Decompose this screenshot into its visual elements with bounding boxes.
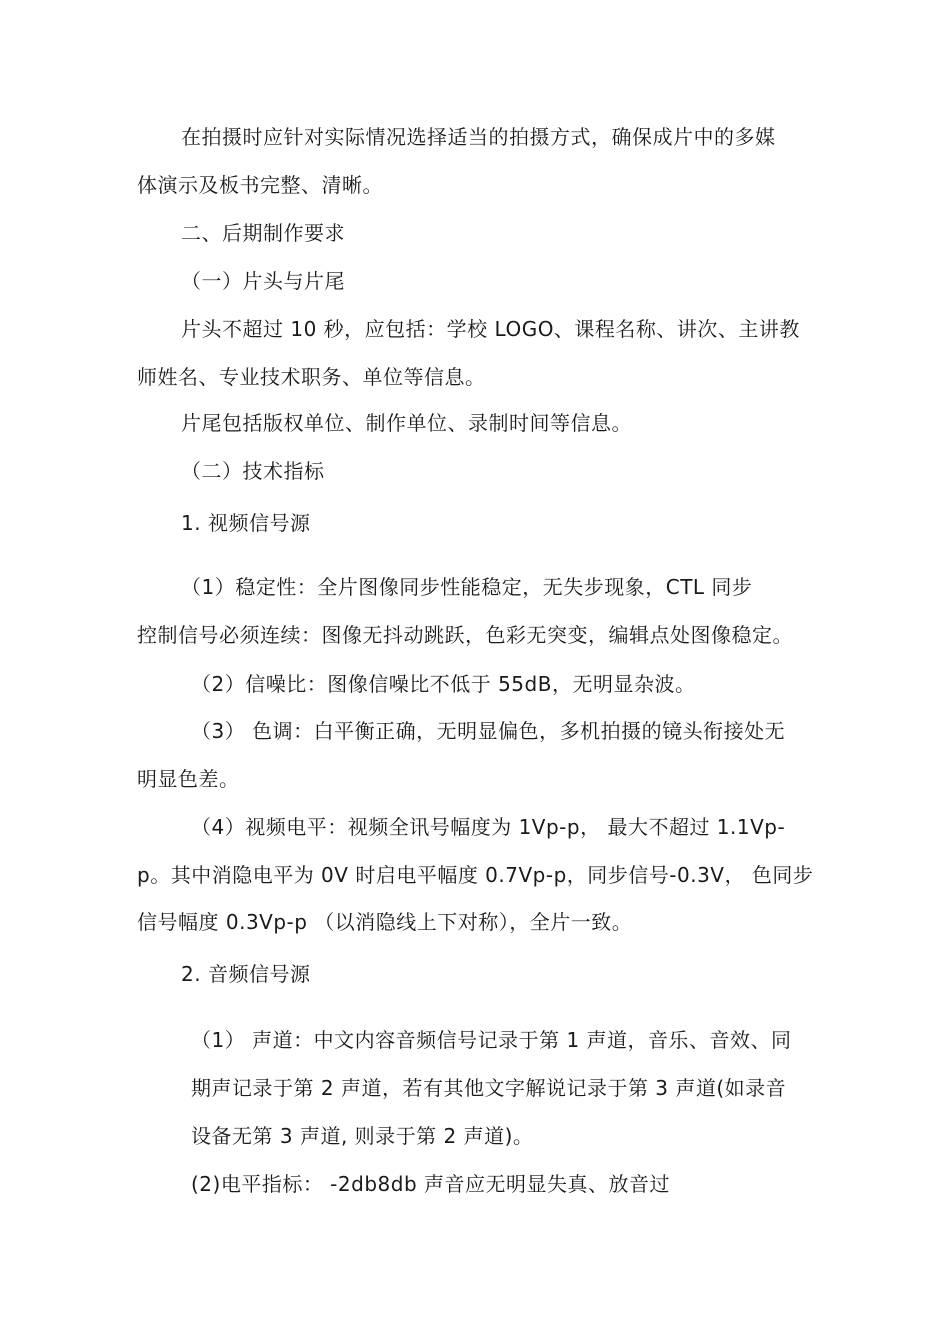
- paragraph-line: 片头不超过 10 秒，应包括：学校 LOGO、课程名称、讲次、主讲教: [181, 317, 800, 341]
- subsection-heading: （二）技术指标: [181, 459, 325, 483]
- paragraph-line: （3） 色调：白平衡正确，无明显偏色，多机拍摄的镜头衔接处无: [191, 719, 786, 743]
- paragraph-line: （2）信噪比：图像信噪比不低于 55dB，无明显杂波。: [191, 672, 696, 696]
- paragraph-line: 控制信号必须连续：图像无抖动跳跃，色彩无突变，编辑点处图像稳定。: [137, 623, 793, 647]
- paragraph-line: 期声记录于第 2 声道，若有其他文字解说记录于第 3 声道(如录音: [191, 1076, 787, 1100]
- section-heading: 二、后期制作要求: [181, 221, 345, 245]
- paragraph-line: （1）稳定性：全片图像同步性能稳定，无失步现象，CTL 同步: [181, 575, 753, 599]
- paragraph-line: 信号幅度 0.3Vp-p （以消隐线上下对称），全片一致。: [137, 910, 633, 934]
- paragraph-line: 体演示及板书完整、清晰。: [137, 173, 383, 197]
- paragraph-line: 明显色差。: [137, 767, 240, 791]
- paragraph-line: 师姓名、专业技术职务、单位等信息。: [137, 365, 486, 389]
- paragraph-line: （4）视频电平：视频全讯号幅度为 1Vp-p， 最大不超过 1.1Vp-: [191, 815, 786, 839]
- item-heading: 2. 音频信号源: [181, 962, 311, 986]
- paragraph-line: p。其中消隐电平为 0V 时启电平幅度 0.7Vp-p，同步信号-0.3V， 色同步: [137, 863, 814, 887]
- subsection-heading: （一）片头与片尾: [181, 269, 345, 293]
- paragraph-line: (2)电平指标： -2db8db 声音应无明显失真、放音过: [191, 1172, 670, 1196]
- paragraph-line: 设备无第 3 声道, 则录于第 2 声道)。: [191, 1124, 534, 1148]
- paragraph-line: 在拍摄时应针对实际情况选择适当的拍摄方式，确保成片中的多媒: [181, 125, 776, 149]
- paragraph-line: 片尾包括版权单位、制作单位、录制时间等信息。: [181, 411, 632, 435]
- paragraph-line: （1） 声道：中文内容音频信号记录于第 1 声道，音乐、音效、同: [191, 1028, 792, 1052]
- item-heading: 1. 视频信号源: [181, 511, 311, 535]
